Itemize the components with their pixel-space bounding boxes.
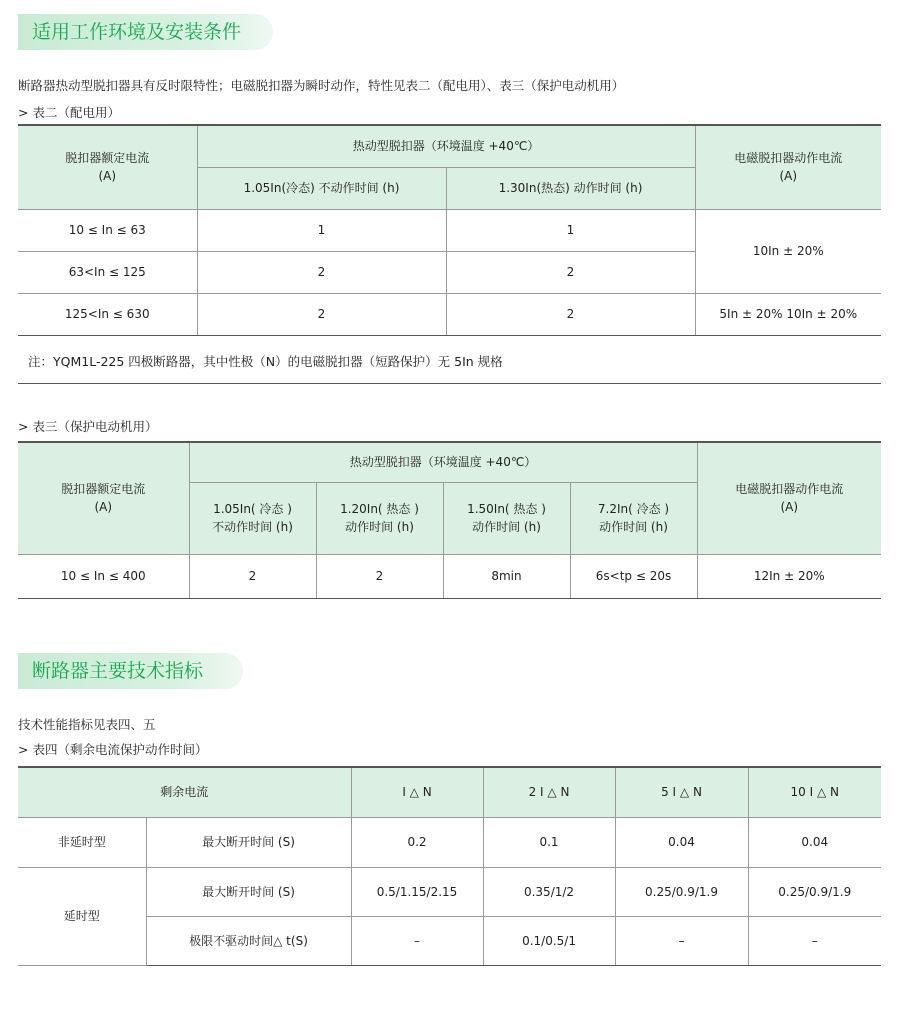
table2-hot-cell: 1 <box>446 209 695 251</box>
table4-value-cell: 0.04 <box>748 817 881 867</box>
table-row <box>18 916 881 965</box>
table4-max-break-label: 最大断开时间 (S) <box>146 817 351 867</box>
table3-header-rated-unit: (A) <box>94 500 113 515</box>
table2-range-cell: 10 ≤ In ≤ 63 <box>18 209 197 251</box>
table-row <box>18 554 881 598</box>
table4-non-delay-label: 非延时型 <box>18 817 146 867</box>
table4-limit-label: 极限不驱动时间△ t(S) <box>146 916 351 965</box>
table2-cold-cell: 2 <box>197 251 446 293</box>
table-row <box>18 817 881 867</box>
table2-cold-cell: 1 <box>197 209 446 251</box>
table2 <box>18 124 881 336</box>
table3-header-em <box>697 442 881 554</box>
intro-text: 断路器热动型脱扣器具有反时限特性；电磁脱扣器为瞬时动作，特性见表二（配电用）、表三（保护电动机用） <box>18 78 625 93</box>
table3-header-sub <box>570 482 697 554</box>
table4-value-cell: 0.1 <box>483 817 615 867</box>
table2-note: 注：YQM1L-225 四极断路器，其中性极（N）的电磁脱扣器（短路保护）无 5In 规格 <box>28 354 503 369</box>
divider <box>18 383 881 384</box>
table3-value-cell: 2 <box>189 554 316 598</box>
table4-max-break-label: 最大断开时间 (S) <box>146 867 351 916</box>
table3-header-sub <box>189 482 316 554</box>
table-row <box>18 209 881 251</box>
table4-header-residual: 剩余电流 <box>18 767 351 817</box>
table3-header-sub-line2: 动作时间 (h) <box>472 520 541 534</box>
table3-header-sub-line1: 1.05In( 冷态 ) <box>213 502 292 516</box>
table4-value-cell: – <box>748 916 881 965</box>
table3-header-sub-line1: 1.20In( 热态 ) <box>340 502 419 516</box>
table4-value-cell: 0.25/0.9/1.9 <box>748 867 881 916</box>
table3-header-sub-line1: 7.2In( 冷态 ) <box>597 502 670 516</box>
table4-header-col: 10 I △ N <box>748 767 881 817</box>
table4-delay-label: 延时型 <box>18 867 146 965</box>
table3-header-em-unit: (A) <box>780 500 799 515</box>
table4-value-cell: 0.5/1.15/2.15 <box>351 867 483 916</box>
table2-range-cell: 125<In ≤ 630 <box>18 293 197 335</box>
table3-header-rated <box>18 442 189 554</box>
table2-em-last-cell: 5In ± 20% 10In ± 20% <box>695 293 881 335</box>
table2-label: > 表二（配电用） <box>18 105 120 120</box>
table3-label: > 表三（保护电动机用） <box>18 419 158 434</box>
table4-value-cell: 0.1/0.5/1 <box>483 916 615 965</box>
table3-header-sub-line2: 动作时间 (h) <box>599 520 668 534</box>
section2-intro: 技术性能指标见表四、五 <box>18 717 156 732</box>
table2-em-merged-cell: 10In ± 20% <box>695 209 881 293</box>
table2-header-rated-unit: (A) <box>98 169 117 184</box>
table2-header-rated-label: 脱扣器额定电流 <box>65 151 150 166</box>
table4-header-col: 5 I △ N <box>615 767 748 817</box>
table3-header-sub <box>316 482 443 554</box>
table2-header-em-label: 电磁脱扣器动作电流 <box>734 151 843 166</box>
table3-header-em-label: 电磁脱扣器动作电流 <box>735 482 844 497</box>
table2-header-thermal: 热动型脱扣器（环境温度 +40℃） <box>197 125 695 167</box>
table-row <box>18 293 881 335</box>
table2-cold-cell: 2 <box>197 293 446 335</box>
table2-header-thermal-cold: 1.05In(冷态) 不动作时间 (h) <box>197 167 446 209</box>
table3-header-sub <box>443 482 570 554</box>
table-row <box>18 867 881 916</box>
table4-value-cell: – <box>615 916 748 965</box>
table4-value-cell: 0.04 <box>615 817 748 867</box>
table4-header-col: 2 I △ N <box>483 767 615 817</box>
table3-em-cell: 12In ± 20% <box>697 554 881 598</box>
table3-header-sub-line2: 动作时间 (h) <box>345 520 414 534</box>
table4-header-col: I △ N <box>351 767 483 817</box>
table2-header-em <box>695 125 881 209</box>
table2-header-thermal-hot: 1.30In(热态) 动作时间 (h) <box>446 167 695 209</box>
table3-value-cell: 6s<tp ≤ 20s <box>570 554 697 598</box>
table3-header-sub-line1: 1.50In( 热态 ) <box>467 502 546 516</box>
table3-value-cell: 2 <box>316 554 443 598</box>
table3-header-rated-label: 脱扣器额定电流 <box>61 482 146 497</box>
table4 <box>18 766 881 966</box>
table2-hot-cell: 2 <box>446 251 695 293</box>
table2-header-rated <box>18 125 197 209</box>
table2-header-em-unit: (A) <box>779 169 798 184</box>
table4-value-cell: 0.2 <box>351 817 483 867</box>
table4-value-cell: 0.25/0.9/1.9 <box>615 867 748 916</box>
table3-header-sub-line2: 不动作时间 (h) <box>212 520 293 534</box>
table3-range-cell: 10 ≤ In ≤ 400 <box>18 554 189 598</box>
section-title-specs: 断路器主要技术指标 <box>18 653 243 689</box>
table2-hot-cell: 2 <box>446 293 695 335</box>
table4-value-cell: 0.35/1/2 <box>483 867 615 916</box>
table3 <box>18 441 881 599</box>
section-title-environment: 适用工作环境及安装条件 <box>18 14 273 50</box>
table3-header-thermal: 热动型脱扣器（环境温度 +40℃） <box>189 442 697 482</box>
table4-label: > 表四（剩余电流保护动作时间） <box>18 742 208 757</box>
table3-value-cell: 8min <box>443 554 570 598</box>
table4-value-cell: – <box>351 916 483 965</box>
table2-range-cell: 63<In ≤ 125 <box>18 251 197 293</box>
